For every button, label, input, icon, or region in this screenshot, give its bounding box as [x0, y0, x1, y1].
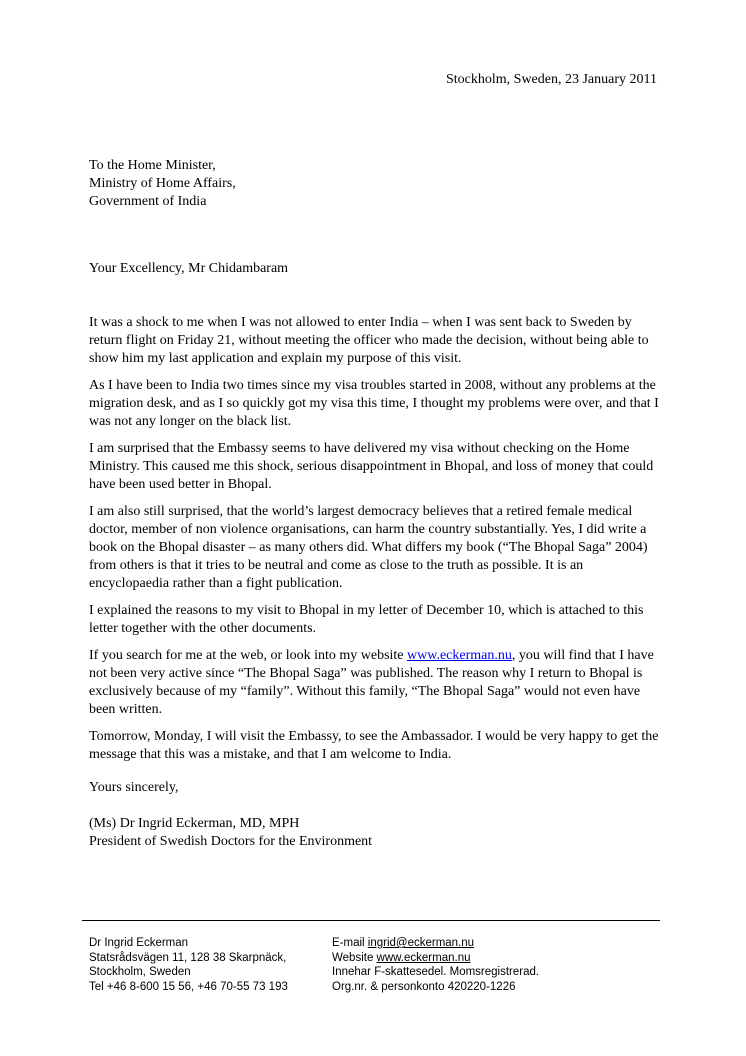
body-paragraph: It was a shock to me when I was not allowed to enter India – when I was sent back to Sweden by return flight on Friday 21, without meeting the officer who made the decision, without being able to show him my last application and explain my purpose of this visit.: [89, 315, 649, 366]
recipient-address: [89, 157, 236, 211]
signature-name: (Ms) Dr Ingrid Eckerman, MD, MPH: [89, 816, 300, 831]
footer-divider: [82, 920, 660, 921]
letter-body: [89, 314, 659, 773]
paragraph-text: If you search for me at the web, or look into my website: [89, 648, 408, 663]
footer-org: Org.nr. & personkonto 420220-1226: [332, 980, 516, 993]
footer-contact: [89, 936, 339, 994]
body-paragraph: I am also still surprised, that the world’s largest democracy believes that a retired female medical doctor, member of non violence organisations, can harm the country substantially. Yes, I did write a book on the Bhopal disaster – as many others did. What differs my book (“The Bhopal Saga” 2004) from others is that it tries to be neutral and come as close to the truth as possible. It is an encyclopaedia rather than a fight publication.: [89, 504, 648, 591]
recipient-line: Government of India: [89, 194, 207, 209]
footer-tax: Innehar F-skattesedel. Momsregistrerad.: [332, 966, 540, 978]
footer-city: Stockholm, Sweden: [89, 966, 191, 978]
body-paragraph: I am surprised that the Embassy seems to have delivered my visa without checking on the Home Ministry. This caused me this shock, serious disappointment in Bhopal, and loss of money that could have been used better in Bhopal.: [89, 441, 654, 492]
recipient-line: To the Home Minister,: [89, 158, 216, 173]
signature-block: [89, 815, 372, 851]
footer-tel: Tel +46 8-600 15 56, +46 70-55 73 193: [89, 980, 288, 993]
closing: Yours sincerely,: [89, 780, 179, 795]
footer-email-label: E-mail: [332, 937, 368, 949]
footer-website-label: Website: [332, 951, 377, 964]
footer-name: Dr Ingrid Eckerman: [89, 937, 189, 949]
footer-street: Statsrådsvägen 11, 128 38 Skarpnäck,: [89, 951, 287, 964]
paragraph-text: , you will find that I have not been very active since “The Bhopal Saga” was published. The reason why I return to Bhopal is exclusively because of my “family”. Without this family, “The Bhopal Saga” would not even have been written.: [89, 648, 654, 717]
body-paragraph: Tomorrow, Monday, I will visit the Embassy, to see the Ambassador. I would be very happy to get the message that this was a mistake, and that I am welcome to India.: [89, 729, 659, 762]
body-paragraph: [89, 647, 659, 719]
footer-email-link[interactable]: ingrid@eckerman.nu: [367, 937, 475, 949]
letter-date: Stockholm, Sweden, 23 January 2011: [445, 72, 657, 87]
signature-title: President of Swedish Doctors for the Environment: [89, 834, 373, 849]
body-paragraph: As I have been to India two times since my visa troubles started in 2008, without any problems at the migration desk, and as I so quickly got my visa this time, I thought my problems were over, and that I was not any longer on the black list.: [89, 378, 659, 429]
website-link[interactable]: www.eckerman.nu: [407, 648, 512, 663]
footer-website-link[interactable]: www.eckerman.nu: [376, 951, 471, 964]
salutation: Your Excellency, Mr Chidambaram: [89, 261, 289, 276]
footer-email-row: [332, 936, 632, 951]
footer-details: [332, 936, 632, 994]
recipient-line: Ministry of Home Affairs,: [89, 176, 236, 191]
footer-website-row: [332, 951, 632, 966]
body-paragraph: I explained the reasons to my visit to Bhopal in my letter of December 10, which is attached to this letter together with the other documents.: [89, 603, 644, 636]
